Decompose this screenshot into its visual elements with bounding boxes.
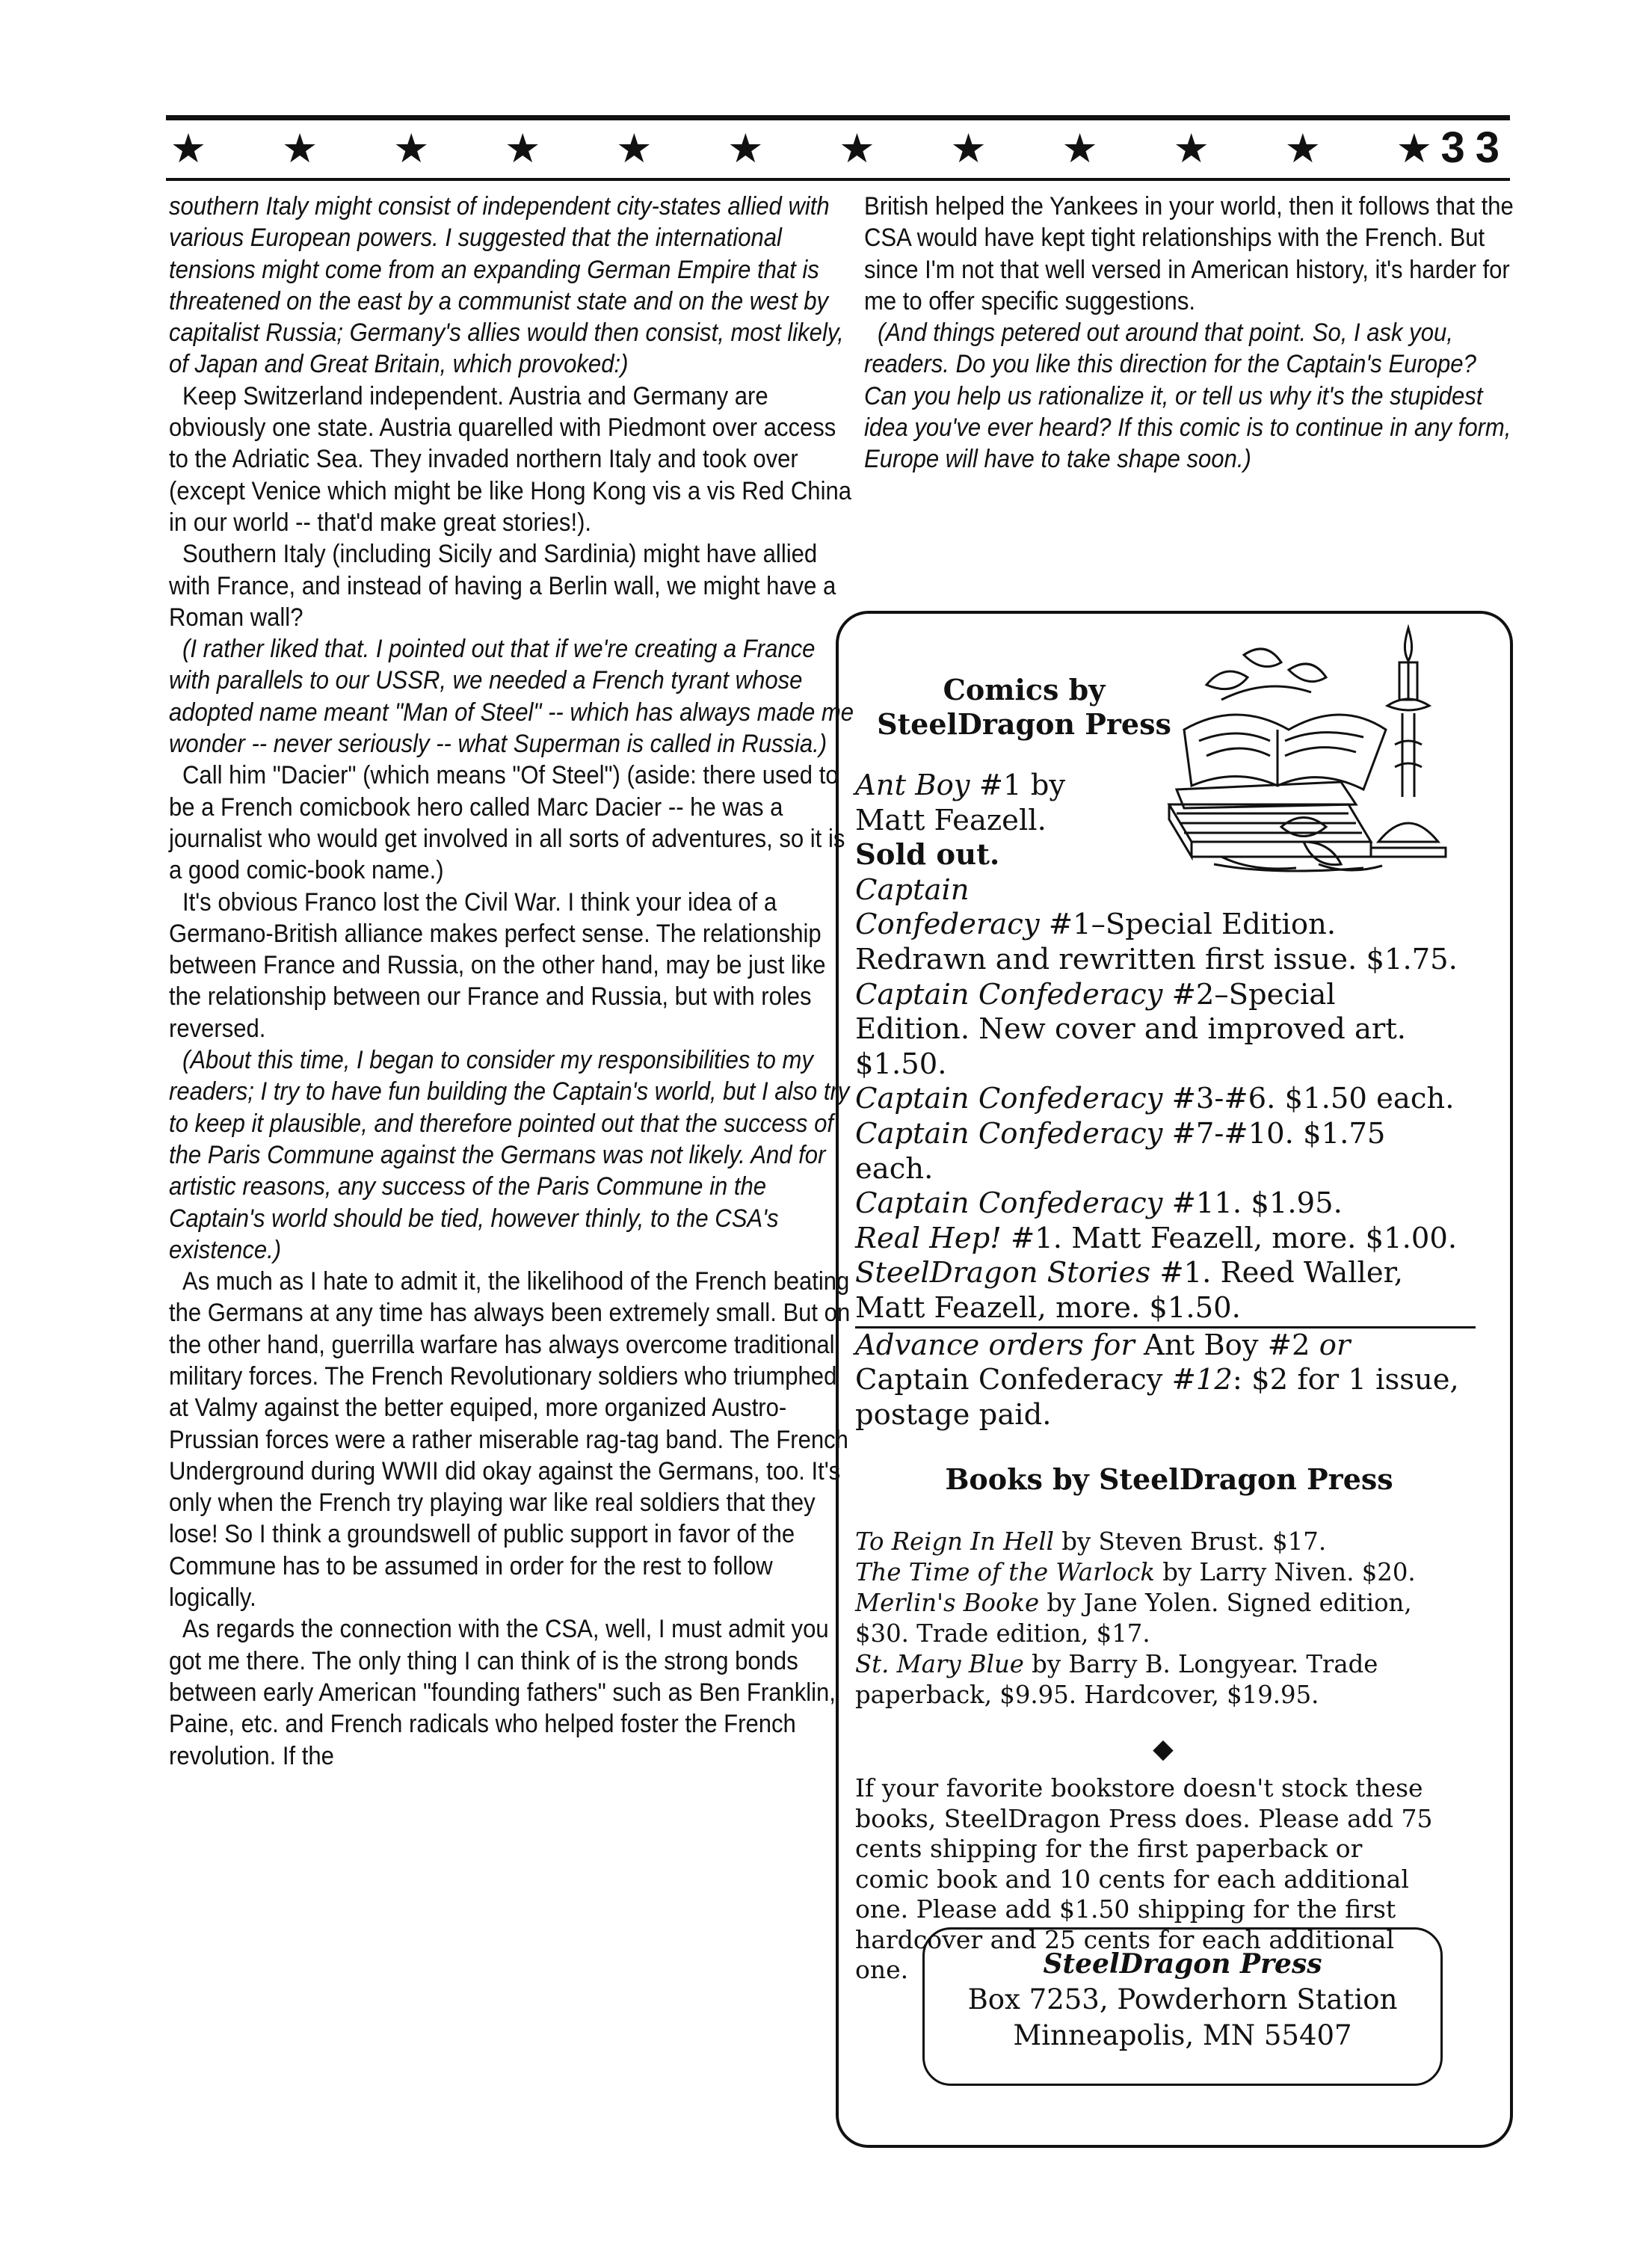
address-company: SteelDragon Press — [1043, 1948, 1322, 1980]
star-icon: ★ — [170, 125, 207, 172]
star-icon: ★ — [1061, 125, 1098, 172]
sold-out-label: Sold out. — [855, 838, 1000, 872]
paragraph: (About this time, I began to consider my responsibilities to my readers; I try to have fun building the Captain's world, but I also try to keep it plausible, and therefore pointed out that the success of the Paris Commune against the Germans was not likely. And for artistic reasons, any success of the Paris Commune in the Captain's world should be tied, however thinly, to the CSA's existence.) — [169, 1046, 850, 1264]
comic-info: #1–Special Edition. — [1039, 908, 1337, 942]
paragraph: Southern Italy (including Sicily and Sardinia) might have allied with France, and instead of having a Berlin wall, we might have a Roman wall? — [169, 540, 836, 632]
books-heading: Books by SteelDragon Press — [945, 1462, 1393, 1496]
list-item: Matt Feazell. — [855, 803, 1047, 837]
header-top-rule — [166, 115, 1510, 120]
list-item — [855, 1256, 1483, 1291]
comic-info: #3-#6. $1.50 each. — [1162, 1082, 1455, 1116]
star-icon: ★ — [505, 125, 541, 172]
star-icon: ★ — [281, 125, 318, 172]
comic-info: #2–Special — [1162, 977, 1336, 1012]
star-icon: ★ — [839, 125, 875, 172]
address-line: Box 7253, Powderhorn Station — [967, 1983, 1398, 2016]
list-item — [855, 1117, 1483, 1152]
list-item: each. — [855, 1151, 934, 1186]
list-item — [855, 1328, 1483, 1364]
star-icon: ★ — [950, 125, 987, 172]
paragraph: As much as I hate to admit it, the likelihood of the French beating the Germans at any time has always been extremely small. But on the other hand, guerrilla warfare has always overcome traditional military forces. The French Revolutionary soldiers who triumphed at Valmy against the better equiped, more organized Austro-Prussian forces were a rather miserable rag-tag band. The French Underground during WWII did okay against the Germans, too. It's only when the French try playing war like real soldiers that they lose! So I think a groundswell of public support in favor of the Commune has to be assumed in order for the rest to follow logically. — [169, 1267, 851, 1613]
star-icon: ★ — [727, 125, 764, 172]
comic-title: Captain — [855, 872, 970, 907]
shipping-line: If your favorite bookstore doesn't stock these — [855, 1773, 1423, 1802]
list-item: $30. Trade edition, $17. — [855, 1619, 1150, 1648]
shipping-line: comic book and 10 cents for each additional — [855, 1864, 1409, 1894]
comic-title: Ant Boy #2 — [1134, 1328, 1319, 1362]
book-info: by Larry Niven. $20. — [1154, 1558, 1416, 1586]
comic-title: Confederacy — [855, 908, 1040, 942]
books-list — [855, 1527, 1505, 1711]
comic-title: Real Hep! — [855, 1221, 1002, 1255]
book-title: To Reign In Hell — [855, 1527, 1055, 1556]
comic-title: Captain Confederacy — [855, 1082, 1163, 1116]
list-item — [855, 1363, 1483, 1398]
comic-info: #1. Matt Feazell, more. $1.00. — [1001, 1221, 1458, 1255]
list-item — [855, 978, 1483, 1013]
list-item: Edition. New cover and improved art. — [855, 1012, 1407, 1047]
list-item — [855, 769, 1483, 804]
diamond-divider-icon: ◆ — [1153, 1734, 1174, 1764]
address-line: Minneapolis, MN 55407 — [1013, 2019, 1352, 2051]
comic-info: #1. Reed Waller, — [1150, 1256, 1404, 1290]
list-item: paperback, $9.95. Hardcover, $19.95. — [855, 1681, 1319, 1709]
list-item: $1.50. — [855, 1047, 947, 1081]
shipping-line: one. — [855, 1955, 909, 1984]
list-item — [855, 1527, 1505, 1557]
paragraph: Keep Switzerland independent. Austria and Germany are obviously one state. Austria quarelled with Piedmont over access to the Adriatic Sea. They invaded northern Italy and took over (except Venice which might be like Hong Kong vis a vis Red China in our world -- that'd make great stories!). — [169, 381, 852, 537]
right-column-text — [864, 191, 1514, 475]
book-info: by Steven Brust. $17. — [1054, 1527, 1327, 1556]
shipping-line: hardcover and 25 cents for each additional — [855, 1924, 1395, 1954]
left-column-text — [169, 191, 855, 1772]
list-item: Matt Feazell, more. $1.50. — [855, 1291, 1476, 1328]
star-icon: ★ — [1173, 125, 1209, 172]
list-item — [855, 1186, 1483, 1222]
comic-title: Captain Confederacy # — [855, 1363, 1196, 1397]
paragraph: It's obvious Franco lost the Civil War. I think your idea of a Germano-British alliance makes perfect sense. The relationship between France and Russia, on the other hand, may be just like the relationship between our France and Russia, but with roles reversed. — [169, 887, 826, 1043]
page-number: 33 — [1440, 123, 1510, 172]
comics-heading — [867, 673, 1181, 742]
comics-heading-line: SteelDragon Press — [877, 707, 1171, 741]
comic-title: Ant Boy — [855, 769, 970, 802]
shipping-line: books, SteelDragon Press does. Please add 75 — [855, 1803, 1433, 1833]
comics-heading-line: Comics by — [943, 673, 1106, 706]
paragraph: (And things petered out around that point. So, I ask you, readers. Do you like this direction for the Captain's Europe? Can you help us rationalize it, or tell us why it's the stupidest idea you've ever heard? If this comic is to continue in any form, Europe will have to take shape soon.) — [864, 318, 1511, 474]
comic-info: : $2 for 1 issue, — [1232, 1363, 1459, 1397]
comic-info: #11. $1.95. — [1162, 1186, 1343, 1221]
list-item — [855, 1557, 1505, 1588]
paragraph: southern Italy might consist of independent city-states allied with various European powers. I suggested that the international tensions might come from an expanding German Empire that is threatened on the east by a communist state and on the west by capitalist Russia; Germany's allies would then consist, most likely, of Japan and Great Britain, which provoked:) — [169, 192, 844, 379]
book-title: Merlin's Booke — [855, 1589, 1040, 1617]
star-icon: ★ — [1284, 125, 1321, 172]
shipping-line: one. Please add $1.50 shipping for the first — [855, 1894, 1396, 1924]
list-item — [855, 1588, 1505, 1619]
paragraph: Call him "Dacier" (which means "Of Steel") (aside: there used to be a French comicbook hero called Marc Dacier -- he was a journalist who would get involved in all sorts of adventures, so it is a good comic-book name.) — [169, 761, 845, 885]
comic-info: #7-#10. $1.75 — [1162, 1116, 1386, 1151]
address-box — [922, 1927, 1443, 2086]
list-item — [855, 1082, 1483, 1117]
paragraph: British helped the Yankees in your world, then it follows that the CSA would have kept tight relationships with the French. But since I'm not that well versed in American history, it's harder for me to offer specific suggestions. — [864, 192, 1514, 315]
book-info: by Barry B. Longyear. Trade — [1023, 1650, 1378, 1678]
comic-title: Captain Confederacy — [855, 1116, 1163, 1151]
list-item: postage paid. — [855, 1397, 1052, 1432]
comic-info: #1 by — [970, 769, 1066, 802]
shipping-line: cents shipping for the first paperback or — [855, 1834, 1363, 1863]
comic-title: Captain Confederacy — [855, 1186, 1163, 1221]
star-icon: ★ — [616, 125, 653, 172]
list-item: Redrawn and rewritten first issue. $1.75. — [855, 942, 1458, 976]
paragraph: As regards the connection with the CSA, well, I must admit you got me there. The only thing I can think of is the strong bonds between early American "founding fathers" such as Ben Franklin, Paine, etc. and French radicals who helped foster the French revolution. If the — [169, 1615, 836, 1770]
comics-list — [855, 769, 1483, 1432]
book-title: St. Mary Blue — [855, 1650, 1024, 1678]
issue-number: 12 — [1195, 1363, 1233, 1397]
star-icon: ★ — [1396, 125, 1433, 172]
advance-orders-label: Advance orders for — [855, 1328, 1135, 1362]
comic-title: Captain Confederacy — [855, 977, 1163, 1012]
header-star-row — [166, 124, 1437, 173]
book-info: by Jane Yolen. Signed edition, — [1039, 1589, 1412, 1617]
comic-info: or — [1319, 1328, 1351, 1362]
star-icon: ★ — [392, 125, 430, 172]
list-item — [855, 1222, 1483, 1257]
header-bottom-rule — [166, 178, 1510, 181]
book-title: The Time of the Warlock — [855, 1558, 1155, 1586]
list-item — [855, 908, 1483, 943]
paragraph: (I rather liked that. I pointed out that if we're creating a France with parallels to our USSR, we needed a French tyrant whose adopted name meant "Man of Steel" -- which has always made me wonder -- never seriously -- what Superman is called in Russia.) — [169, 635, 854, 759]
list-item — [855, 1649, 1505, 1680]
comic-title: SteelDragon Stories — [855, 1256, 1151, 1290]
